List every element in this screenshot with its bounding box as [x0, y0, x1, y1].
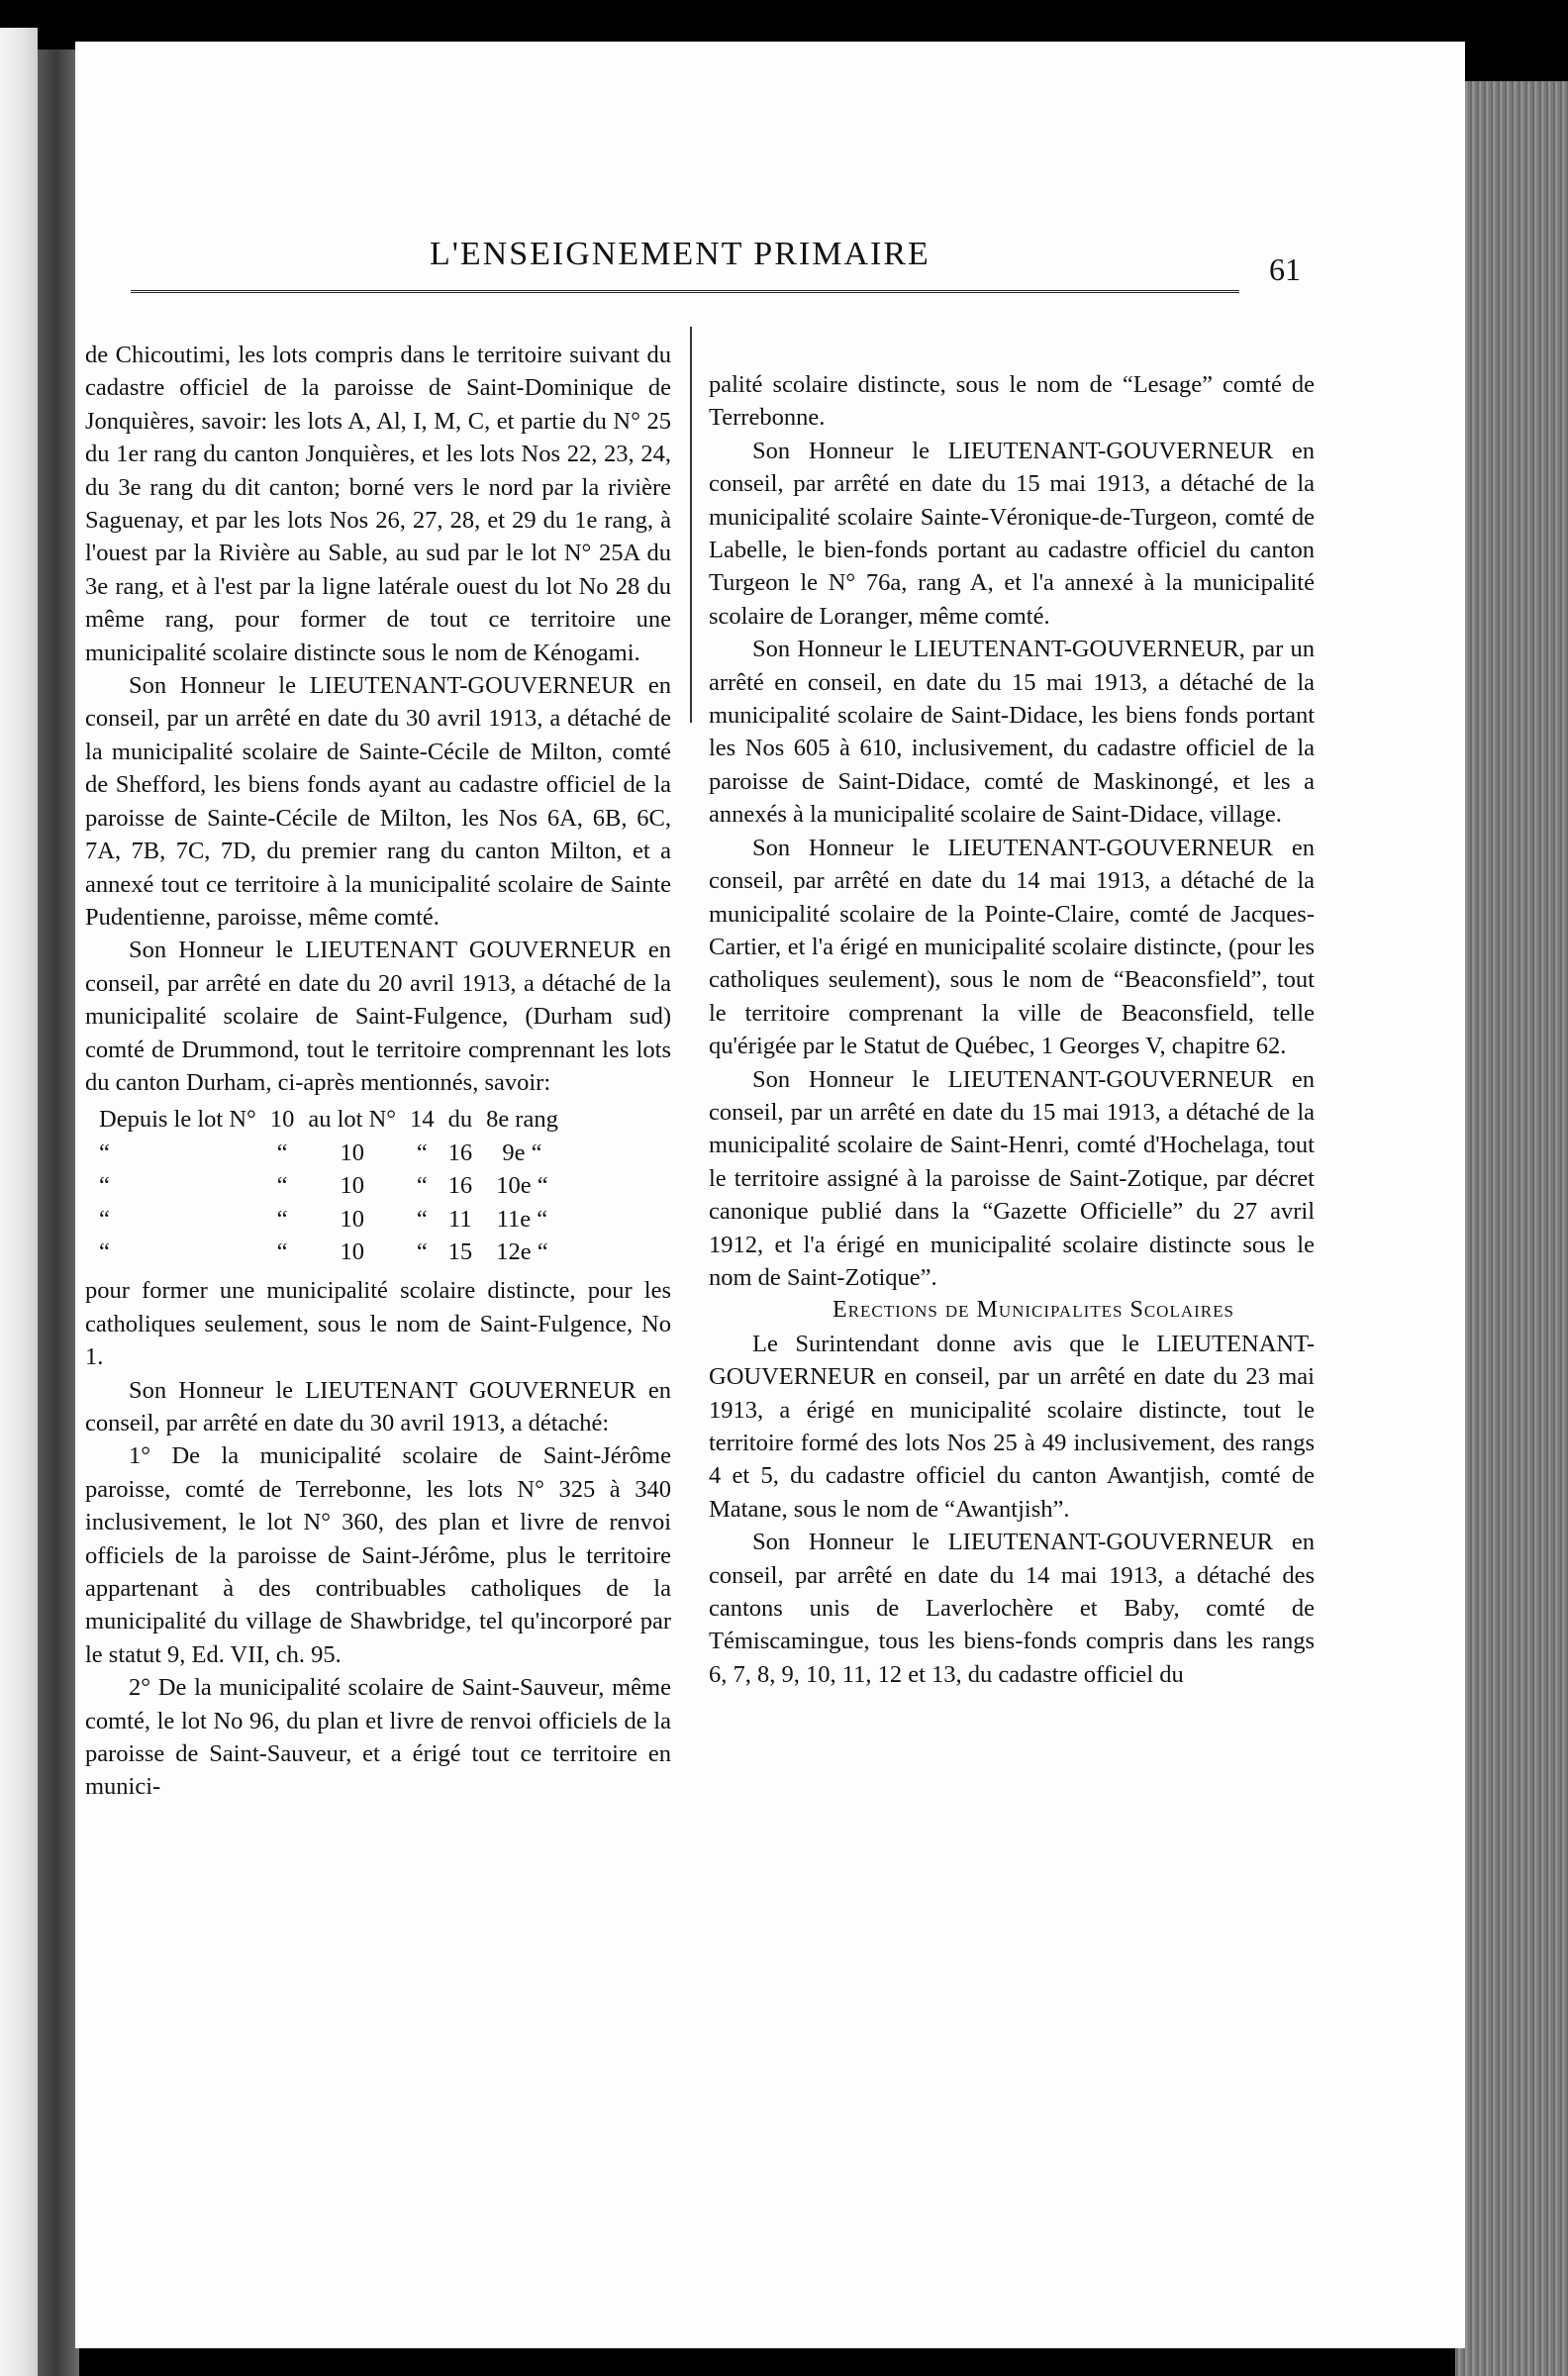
table-cell: 10	[340, 1238, 364, 1265]
table-cell: 10	[269, 1106, 295, 1134]
paragraph: Son Honneur le LIEUTENANT GOUVERNEUR en conseil, par arrêté en date du 30 avril 1913, a détaché:	[85, 1376, 671, 1436]
table-cell: “	[416, 1138, 428, 1166]
column-divider	[690, 327, 692, 723]
table-cell: 9e “	[502, 1138, 542, 1166]
table-cell: “	[99, 1138, 110, 1166]
list-item: 2° De la municipalité scolaire de Saint-Sauveur, même comté, le lot No 96, du plan et livre de renvoi officiels de la paroisse de Saint-Sauveur, et a érigé tout ce territoire en munici-	[85, 1674, 671, 1801]
paragraph: pour former une municipalité scolaire distincte, pour les catholiques seulement, sous le nom de Saint-Fulgence, No 1.	[85, 1277, 671, 1371]
table-cell: “	[99, 1205, 110, 1233]
header-rule	[131, 290, 1239, 293]
table-row	[99, 1103, 572, 1136]
table-cell: “	[276, 1238, 288, 1265]
table-row	[99, 1137, 572, 1169]
paragraph: Son Honneur le LIEUTENANT-GOUVERNEUR en conseil, par arrêté en date du 14 mai 1913, a détaché des cantons unis de Laverlochère et Baby, comté de Témiscamingue, tous les biens-fonds compris dans les rangs 6, 7, 8, 9, 10, 11, 12 et 13, du cadastre officiel du	[709, 1529, 1315, 1688]
left-page-edge	[0, 28, 38, 2376]
table-cell: “	[416, 1238, 428, 1265]
list-item: 1° De la municipalité scolaire de Saint-Jérôme paroisse, comté de Terrebonne, les lots N° 325 à 340 inclusivement, le lot N° 360, des plan et livre de renvoi officiels de la paroisse de Saint-Jérôme, plus le territoire appartenant à des contribuables catholiques de la municipalité du village de Shawbridge, tel qu'incorporé par le statut 9, Ed. VII, ch. 95.	[85, 1442, 671, 1668]
table-cell: “	[276, 1138, 288, 1166]
running-head: L'ENSEIGNEMENT PRIMAIRE	[430, 236, 931, 272]
table-cell: 16	[447, 1172, 473, 1200]
table-cell: 10	[340, 1138, 364, 1166]
table-cell: 15	[447, 1238, 473, 1265]
table-cell: 10	[340, 1205, 364, 1233]
table-cell: “	[416, 1205, 428, 1233]
table-row	[99, 1169, 572, 1202]
left-column	[85, 339, 671, 1804]
table-cell: 11e “	[496, 1205, 548, 1233]
table-cell: 11	[448, 1205, 472, 1233]
page-stack-edge	[1455, 81, 1568, 2376]
paragraph: Son Honneur le LIEUTENANT GOUVERNEUR en conseil, par arrêté en date du 20 avril 1913, a détaché de la municipalité scolaire de Saint-Fulgence, (Durham sud) comté de Drummond, tout le territoire comprennant les lots du canton Durham, ci-après mentionnés, savoir:	[85, 937, 671, 1096]
table-cell: 8e rang	[486, 1106, 558, 1134]
table-row	[99, 1236, 572, 1268]
paragraph: Son Honneur le LIEUTENANT-GOUVERNEUR, par un arrêté en conseil, en date du 15 mai 1913, a détaché de la municipalité scolaire de Saint-Didace, les biens fonds portant les Nos 605 à 610, inclusivement, du cadastre officiel de la paroisse de Saint-Didace, comté de Maskinongé, et les a annexés à la municipalité scolaire de Saint-Didace, village.	[709, 636, 1315, 829]
right-column	[709, 368, 1315, 1691]
paragraph: palité scolaire distincte, sous le nom de “Lesage” comté de Terrebonne.	[709, 371, 1315, 432]
table-cell: 10e “	[496, 1172, 548, 1200]
table-cell: 14	[410, 1106, 435, 1134]
paragraph: Son Honneur le LIEUTENANT-GOUVERNEUR en conseil, par un arrêté en date du 15 mai 1913, a détaché de la municipalité scolaire de Saint-Henri, comté d'Hochelaga, tout le territoire assigné à la paroisse de Saint-Zotique, par décret canonique publié dans la “Gazette Officielle” du 27 avril 1912, et l'a érigé en municipalité scolaire distincte sous le nom de Saint-Zotique”.	[709, 1065, 1315, 1291]
table-cell: 10	[340, 1172, 364, 1200]
paragraph: Le Surintendant donne avis que le LIEUTENANT-GOUVERNEUR en conseil, par un arrêté en date du 23 mai 1913, a érigé en municipalité scolaire distincte, tout le territoire formé des lots Nos 25 à 49 inclusivement, des rangs 4 et 5, du cadastre officiel du canton Awantjish, comté de Matane, sous le nom de “Awantjish”.	[709, 1330, 1315, 1523]
table-cell: “	[416, 1172, 428, 1200]
paragraph: Son Honneur le LIEUTENANT-GOUVERNEUR en conseil, par arrêté en date du 15 mai 1913, a détaché de la municipalité scolaire Sainte-Véronique-de-Turgeon, comté de Labelle, le bien-fonds portant au cadastre officiel du canton Turgeon le N° 76a, rang A, et l'a annexé à la municipalité scolaire de Loranger, même comté.	[709, 437, 1315, 630]
table-cell: Depuis le lot N°	[99, 1106, 256, 1134]
paragraph: Son Honneur le LIEUTENANT-GOUVERNEUR en conseil, par un arrêté en date du 30 avril 1913, a détaché de la municipalité scolaire de Sainte-Cécile de Milton, comté de Shefford, les biens fonds ayant au cadastre officiel de la paroisse de Sainte-Cécile de Milton, les Nos 6A, 6B, 6C, 7A, 7B, 7C, 7D, du premier rang du canton Milton, et a annexé tout ce territoire à la municipalité scolaire de Sainte Pudentienne, paroisse, même comté.	[85, 672, 671, 931]
table-cell: “	[99, 1172, 110, 1200]
table-cell: “	[276, 1172, 288, 1200]
paragraph: Son Honneur le LIEUTENANT-GOUVERNEUR en conseil, par arrêté en date du 14 mai 1913, a détaché de la municipalité scolaire de la Pointe-Claire, comté de Jacques-Cartier, et l'a érigé en municipalité scolaire distincte, (pour les catholiques seulement), sous le nom de “Beaconsfield”, tout le territoire comprenant la ville de Beaconsfield, telle qu'érigée par le Statut de Québec, 1 Georges V, chapitre 62.	[709, 834, 1315, 1060]
table-cell: 12e “	[496, 1238, 548, 1265]
table-cell: 16	[447, 1138, 473, 1166]
lots-table	[99, 1103, 572, 1268]
table-cell: au lot N°	[308, 1106, 397, 1134]
table-cell: du	[447, 1106, 473, 1134]
book-spine	[38, 50, 79, 2376]
table-row	[99, 1203, 572, 1236]
book-page	[75, 42, 1465, 2348]
table-cell: “	[276, 1205, 288, 1233]
table-cell: “	[99, 1238, 110, 1265]
paragraph: de Chicoutimi, les lots compris dans le territoire suivant du cadastre officiel de la paroisse de Saint-Dominique de Jonquières, savoir: les lots A, Al, I, M, C, et partie du N° 25 du 1er rang du canton Jonquières, et les lots Nos 22, 23, 24, du 3e rang du dit canton; borné vers le nord par la rivière Saguenay, et par les lots Nos 26, 27, 28, et 29 du 1e rang, à l'ouest par la Rivière au Sable, au sud par le lot N° 25A du 3e rang, et à l'est par la ligne latérale ouest du lot No 28 du même rang, pour former de tout ce territoire une municipalité scolaire distincte sous le nom de Kénogami.	[85, 342, 671, 666]
page-number: 61	[1269, 251, 1301, 287]
section-heading: Erections de Municipalites Scolaires	[833, 1297, 1234, 1324]
